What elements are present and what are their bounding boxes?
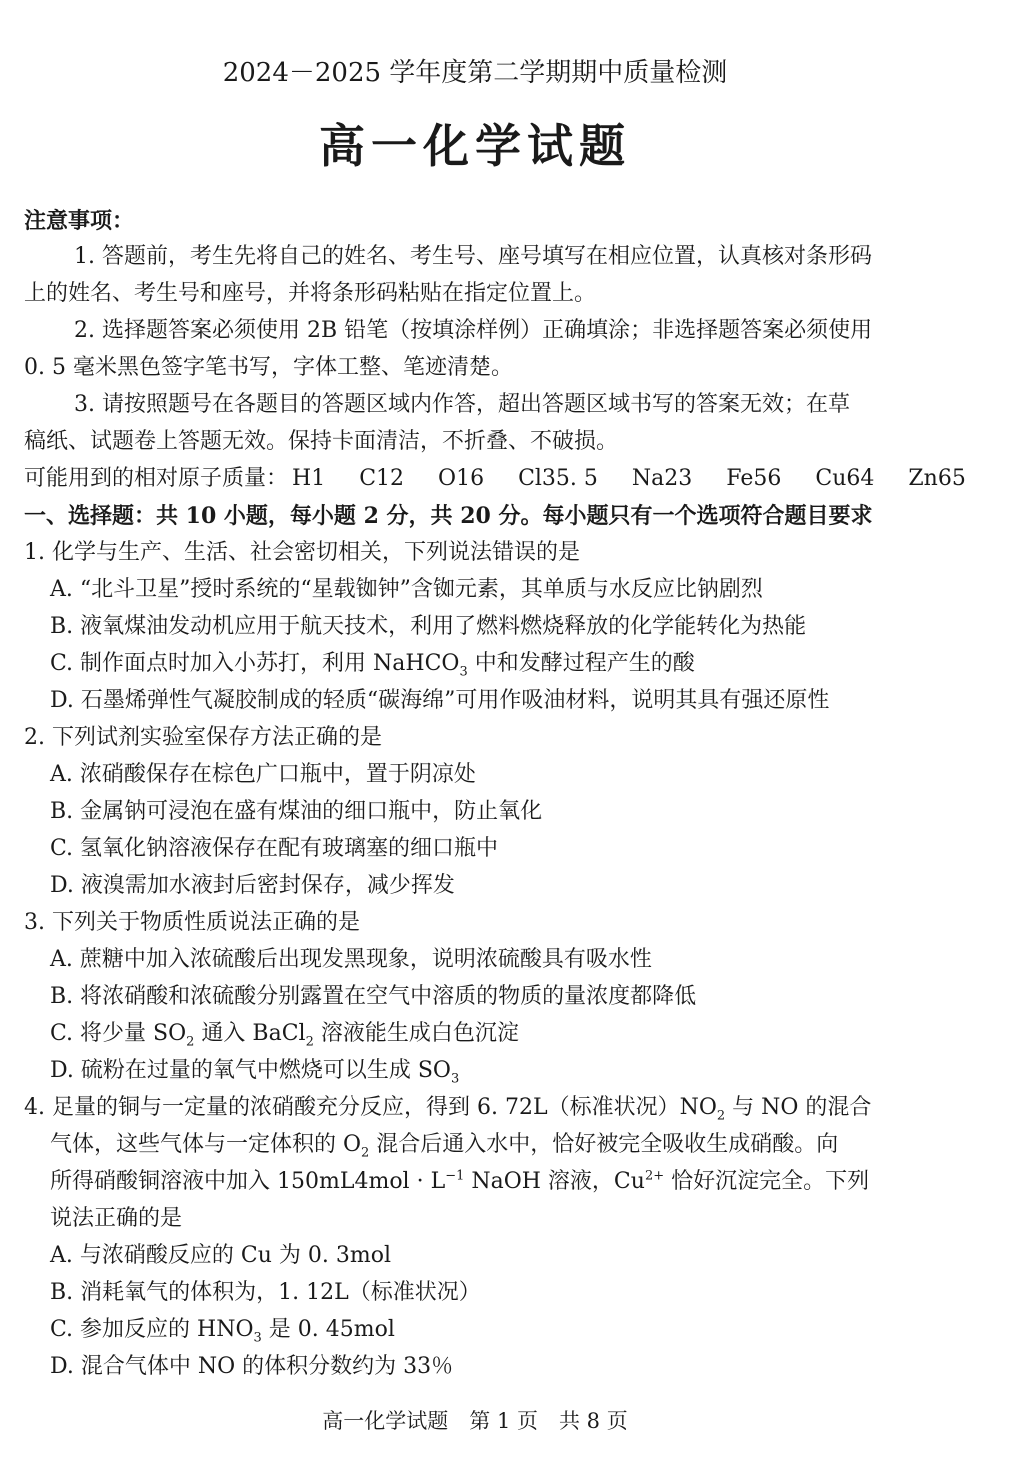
question-4-stem: 说法正确的是 xyxy=(50,1206,183,1231)
text: 溶液能生成白色沉淀 xyxy=(313,1021,519,1046)
question-4-stem xyxy=(24,1093,974,1123)
question-4-stem xyxy=(50,1130,1000,1160)
atomic-mass-item: Na23 xyxy=(631,466,693,491)
text: C. 制作面点时加入小苏打，利用 NaHCO xyxy=(50,651,460,676)
section-heading: 一、选择题：共 10 小题，每小题 2 分，共 20 分。每小题只有一个选项符合题目要求 xyxy=(24,503,873,529)
q4-option-a: A. 与浓硝酸反应的 Cu 为 0. 3mol xyxy=(50,1243,391,1268)
subscript: 2 xyxy=(305,1034,314,1050)
atomic-mass-label: 可能用到的相对原子质量： xyxy=(24,466,289,491)
subscript: 3 xyxy=(253,1330,262,1346)
q2-option-c: C. 氢氧化钠溶液保存在配有玻璃塞的细口瓶中 xyxy=(50,836,499,861)
atomic-mass-item: O16 xyxy=(438,466,485,491)
atomic-mass-item: C12 xyxy=(359,466,405,491)
superscript: 2+ xyxy=(644,1168,665,1184)
q4-option-d: D. 混合气体中 NO 的体积分数约为 33％ xyxy=(50,1354,454,1379)
page-footer: 高一化学试题 第 1 页 共 8 页 xyxy=(322,1409,628,1433)
text: 中和发酵过程产生的酸 xyxy=(467,651,695,676)
question-2-stem: 2. 下列试剂实验室保存方法正确的是 xyxy=(24,725,382,750)
q2-option-b: B. 金属钠可浸泡在盛有煤油的细口瓶中，防止氧化 xyxy=(50,799,543,824)
q2-option-d: D. 液溴需加水液封后密封保存，减少挥发 xyxy=(50,873,455,898)
text: 所得硝酸铜溶液中加入 150mL4mol · L xyxy=(50,1169,446,1194)
notice-heading: 注意事项： xyxy=(24,208,135,234)
text: 通入 BaCl xyxy=(194,1021,306,1046)
text: C. 参加反应的 HNO xyxy=(50,1317,254,1342)
text: 4. 足量的铜与一定量的浓硝酸充分反应，得到 6. 72L（标准状况）NO xyxy=(24,1095,717,1120)
text: C. 将少量 SO xyxy=(50,1021,187,1046)
atomic-mass-item: H1 xyxy=(292,466,326,491)
superscript: −1 xyxy=(445,1168,465,1184)
q3-option-b: B. 将浓硝酸和浓硫酸分别露置在空气中溶质的物质的量浓度都降低 xyxy=(50,984,697,1009)
q4-option-c xyxy=(50,1315,1000,1345)
text: 混合后通入水中，恰好被完全吸收生成硝酸。向 xyxy=(369,1132,839,1157)
atomic-mass-item: Cl35. 5 xyxy=(518,466,598,491)
q1-option-b: B. 液氧煤油发动机应用于航天技术，利用了燃料燃烧释放的化学能转化为热能 xyxy=(50,614,807,639)
text: D. 硫粉在过量的氧气中燃烧可以生成 SO xyxy=(50,1058,451,1083)
atomic-mass-item: Fe56 xyxy=(726,466,782,491)
text: NaOH 溶液，Cu xyxy=(464,1169,645,1194)
q3-option-c xyxy=(50,1019,1000,1049)
atomic-mass-row xyxy=(24,464,974,494)
subscript: 2 xyxy=(186,1034,195,1050)
notice-line: 2. 选择题答案必须使用 2B 铅笔（按填涂样例）正确填涂；非选择题答案必须使用 xyxy=(74,318,873,343)
notice-line: 1. 答题前，考生先将自己的姓名、考生号、座号填写在相应位置，认真核对条形码 xyxy=(74,244,872,269)
notice-line: 3. 请按照题号在各题目的答题区域内作答，超出答题区域书写的答案无效；在草 xyxy=(74,392,850,417)
atomic-mass-item: Cu64 xyxy=(815,466,875,491)
notice-line: 0. 5 毫米黑色签字笔书写，字体工整、笔迹清楚。 xyxy=(24,355,513,380)
q4-option-b: B. 消耗氧气的体积为，1. 12L（标准状况） xyxy=(50,1280,481,1305)
subscript: 2 xyxy=(716,1108,726,1124)
atomic-mass-item: Zn65 xyxy=(908,466,966,491)
text: 恰好沉淀完全。下列 xyxy=(664,1169,870,1194)
exam-header: 2024－2025 学年度第二学期期中质量检测 xyxy=(222,58,728,88)
page-title: 高一化学试题 xyxy=(319,119,631,173)
subscript: 3 xyxy=(459,664,468,680)
notice-line: 稿纸、试题卷上答题无效。保持卡面清洁，不折叠、不破损。 xyxy=(24,429,619,454)
question-3-stem: 3. 下列关于物质性质说法正确的是 xyxy=(24,910,360,935)
question-4-stem xyxy=(50,1167,1000,1197)
q1-option-d: D. 石墨烯弹性气凝胶制成的轻质“碳海绵”可用作吸油材料，说明其具有强还原性 xyxy=(50,688,830,713)
q3-option-d xyxy=(50,1056,1000,1086)
notice-line: 上的姓名、考生号和座号，并将条形码粘贴在指定位置上。 xyxy=(24,281,597,306)
text: 气体，这些气体与一定体积的 O xyxy=(50,1132,362,1157)
text: 是 0. 45mol xyxy=(261,1317,395,1342)
subscript: 2 xyxy=(361,1145,370,1161)
q1-option-c xyxy=(50,649,1000,679)
q3-option-a: A. 蔗糖中加入浓硫酸后出现发黑现象，说明浓硫酸具有吸水性 xyxy=(50,947,652,972)
question-1-stem: 1. 化学与生产、生活、社会密切相关，下列说法错误的是 xyxy=(24,540,580,565)
q2-option-a: A. 浓硝酸保存在棕色广口瓶中，置于阴凉处 xyxy=(50,762,476,787)
text: 与 NO 的混合 xyxy=(725,1095,872,1120)
subscript: 3 xyxy=(450,1071,460,1087)
q1-option-a: A. “北斗卫星”授时系统的“星载铷钟”含铷元素，其单质与水反应比钠剧烈 xyxy=(50,577,763,602)
